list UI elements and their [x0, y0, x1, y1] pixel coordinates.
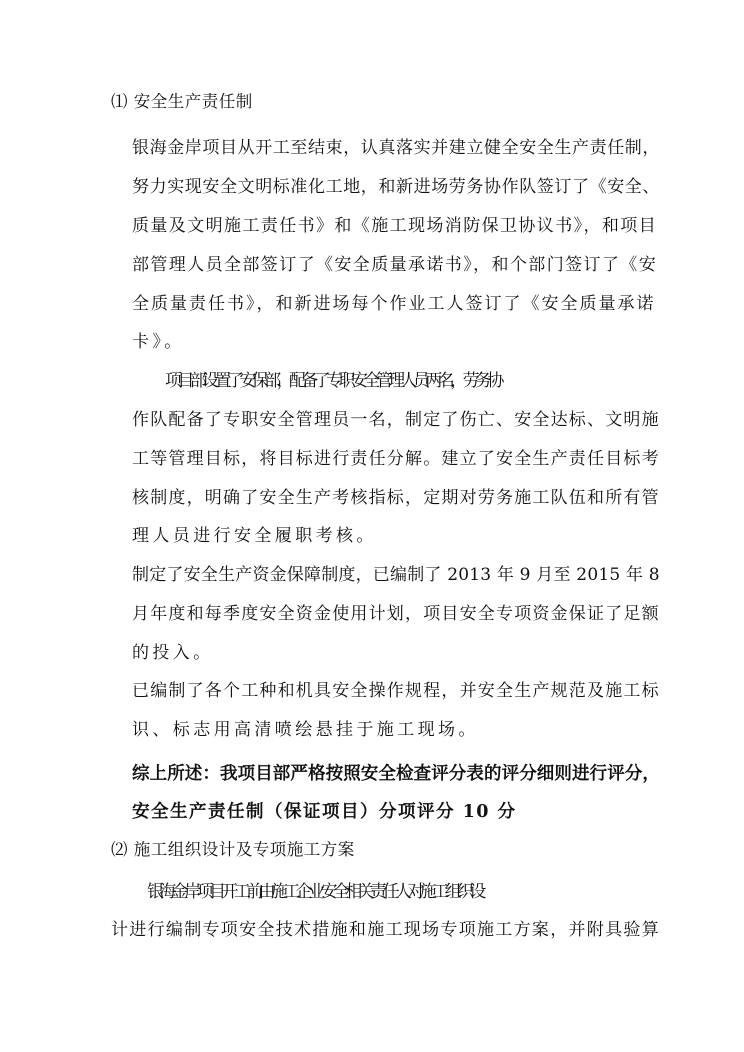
paragraph-line: 努力实现安全文明标准化工地，和新进场劳务协作队签订了《安全、	[132, 177, 660, 197]
paragraph-line: 理人员进行安全履职考核。	[132, 526, 377, 546]
paragraph-line: 项目部设置了安保部，配备了专职安全管理人员两名，劳务协	[165, 371, 500, 391]
paragraph-line: 全质量责任书》，和新进场每个作业工人签订了《安全质量承诺	[132, 294, 656, 314]
summary-line: 综上所述：我项目部严格按照安全检查评分表的评分细则进行评分，	[132, 764, 660, 784]
paragraph-line: 的投入。	[132, 643, 214, 663]
paragraph-line: 作队配备了专职安全管理员一名，制定了伤亡、安全达标、文明施	[132, 410, 660, 430]
paragraph-line: 卡》。	[132, 332, 185, 352]
section-2-heading: ⑵ 施工组织设计及专项施工方案	[111, 840, 355, 859]
paragraph-line: 计进行编制专项安全技术措施和施工现场专项施工方案，并附具验算	[111, 920, 660, 940]
paragraph-line: 部管理人员全部签订了《安全质量承诺书》，和个部门签订了《安	[132, 255, 658, 275]
summary-line: 安全生产责任制（保证项目）分项评分 10 分	[132, 802, 517, 822]
section-1-heading: ⑴ 安全生产责任制	[111, 92, 253, 111]
paragraph-line: 核制度，明确了安全生产考核指标，定期对劳务施工队伍和所有管	[132, 488, 660, 508]
paragraph-line: 银海金岸项目开工前由施工企业安全相关责任人对施工组织设	[147, 882, 482, 902]
paragraph-line: 已编制了各个工种和机具安全操作规程，并安全生产规范及施工标	[132, 681, 660, 701]
paragraph-line: 月年度和每季度安全资金使用计划，项目安全专项资金保证了足额	[132, 604, 660, 624]
paragraph-line: 质量及文明施工责任书》和《施工现场消防保卫协议书》，和项目	[132, 216, 658, 236]
paragraph-line: 银海金岸项目从开工至结束，认真落实并建立健全安全生产责任制，	[132, 138, 660, 158]
paragraph-line: 工等管理目标，将目标进行责任分解。建立了安全生产责任目标考	[132, 449, 660, 469]
paragraph-line: 识、标志用高清喷绘悬挂于施工现场。	[132, 720, 479, 740]
paragraph-line: 制定了安全生产资金保障制度，已编制了 2013 年 9 月至 2015 年 8	[132, 565, 660, 585]
